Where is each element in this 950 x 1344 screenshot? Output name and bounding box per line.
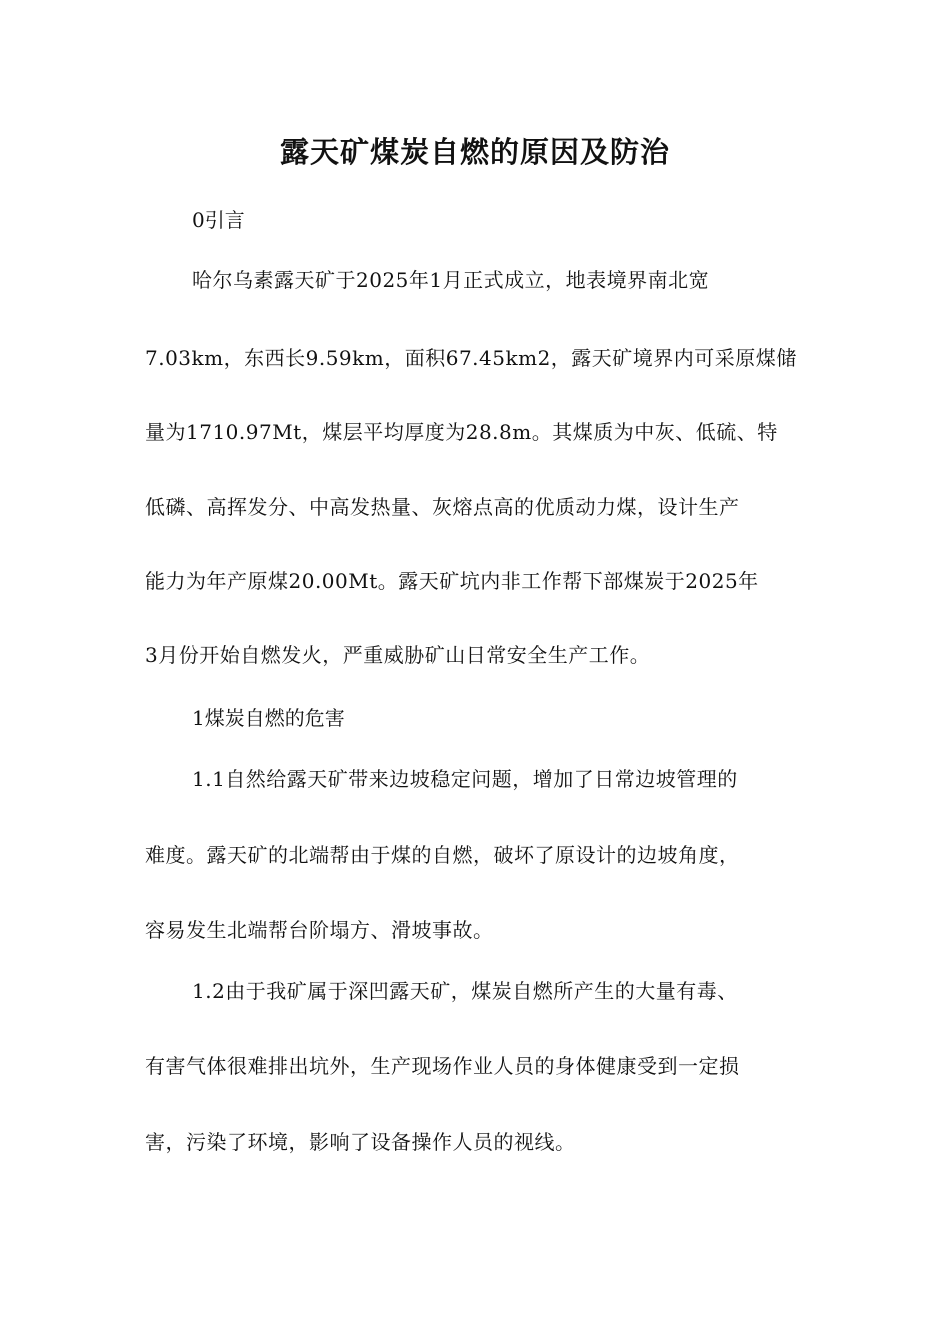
para-1-2-line-3: 害，污染了环境，影响了设备操作人员的视线。 [145, 1130, 576, 1154]
intro-line-4: 低磷、高挥发分、中高发热量、灰熔点高的优质动力煤，设计生产 [145, 495, 740, 519]
section-heading-introduction: 0引言 [192, 208, 245, 232]
intro-line-2: 7.03km，东西长9.59km，面积67.45km2，露天矿境界内可采原煤储 [145, 346, 797, 370]
para-1-1-line-1: 1.1自然给露天矿带来边坡稳定问题，增加了日常边坡管理的 [192, 767, 738, 791]
intro-line-3: 量为1710.97Mt，煤层平均厚度为28.8m。其煤质为中灰、低硫、特 [145, 420, 778, 444]
para-1-2-line-1: 1.2由于我矿属于深凹露天矿，煤炭自燃所产生的大量有毒、 [192, 979, 738, 1003]
para-1-1-line-3: 容易发生北端帮台阶塌方、滑坡事故。 [145, 918, 494, 942]
para-1-2-line-2: 有害气体很难排出坑外，生产现场作业人员的身体健康受到一定损 [145, 1054, 740, 1078]
intro-line-6: 3月份开始自燃发火，严重威胁矿山日常安全生产工作。 [145, 643, 651, 667]
section-heading-hazards: 1煤炭自燃的危害 [192, 706, 345, 730]
intro-line-5: 能力为年产原煤20.00Mt。露天矿坑内非工作帮下部煤炭于2025年 [145, 569, 759, 593]
para-1-1-line-2: 难度。露天矿的北端帮由于煤的自燃，破坏了原设计的边坡角度， [145, 843, 740, 867]
intro-line-1: 哈尔乌素露天矿于2025年1月正式成立，地表境界南北宽 [192, 268, 710, 292]
document-title: 露天矿煤炭自燃的原因及防治 [279, 135, 670, 169]
